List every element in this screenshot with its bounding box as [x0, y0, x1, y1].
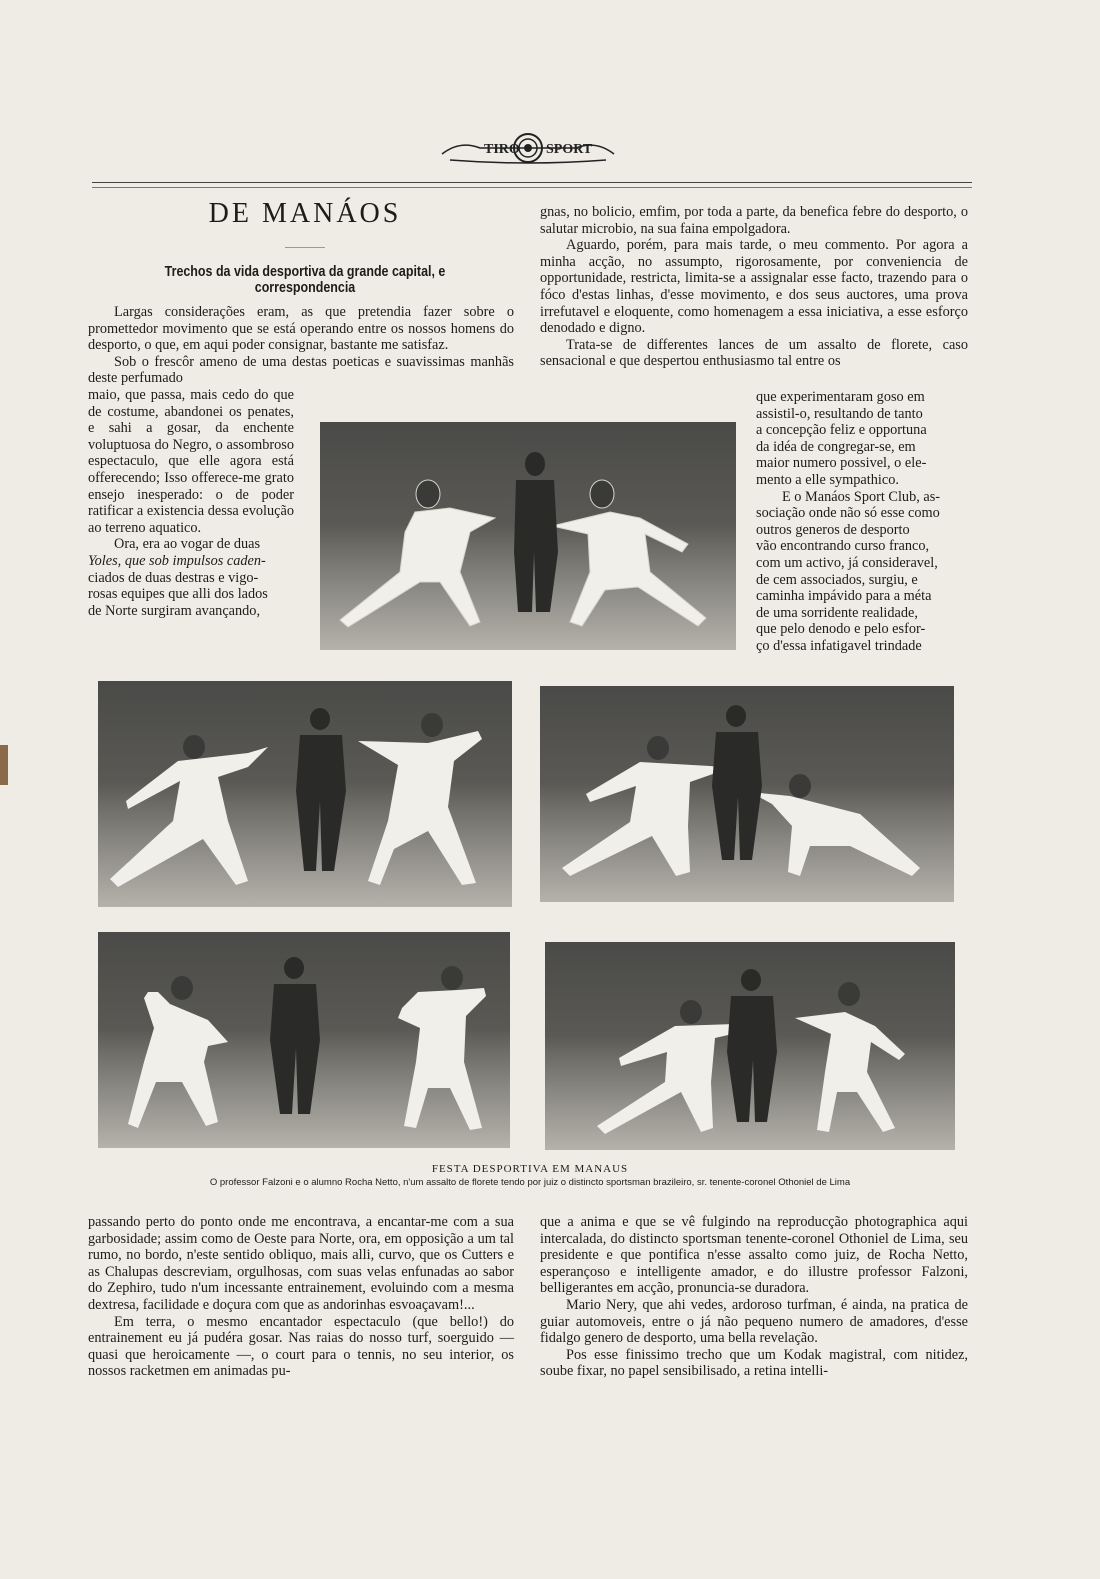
paragraph-line: caminha impávido para a méta	[756, 588, 932, 605]
fencing-photo-row1-left	[98, 681, 512, 907]
binding-mark	[0, 745, 8, 785]
paragraph-line: a concepção feliz e opportuna	[756, 422, 927, 439]
paragraph-line: com um activo, já consideravel,	[756, 554, 938, 571]
column-right-bottom	[540, 1214, 968, 1380]
fencing-photo-row1-right	[540, 686, 954, 902]
paragraph: Mario Nery, que ahi vedes, ardoroso turfman, é ainda, na pratica de guiar automoveis, entre o já não pequeno numero de amadores, d'esse fidalgo genero de desporto, uma bella revelação.	[540, 1296, 968, 1347]
paragraph: Em terra, o mesmo encantador espectaculo (que bello!) do entrainement eu já pudéra gosar. Nas raias do nosso turf, soerguido — quasi que heroicamente —, o court para o tennis, no seu interior, os nossos racketmen em animadas pu-	[88, 1313, 514, 1380]
paragraph-line: da idéa de congregar-se, em	[756, 438, 916, 455]
paragraph-line: maior numero possivel, o ele-	[756, 455, 927, 472]
paragraph-line: Ora, era ao vogar de duas	[114, 536, 261, 553]
paragraph-line: sociação onde não só esse como	[756, 505, 940, 522]
fencing-photo-row2-right	[545, 942, 955, 1150]
column-left-bottom	[88, 1214, 514, 1380]
paragraph: maio, que passa, mais cedo do que de costume, abandonei os penates, e sahi a gosar, da enchente voluptuosa do Negro, o assombroso espectaculo, que elle agora está offerecendo; Isso offerece-me grato ensejo inesperado: o de poder ratificar a existencia dessa evolução ao terreno aquatico.	[88, 387, 294, 536]
masthead-logo	[440, 126, 616, 170]
header-rule-thin	[92, 187, 972, 188]
paragraph-line: de Norte surgiram avançando,	[88, 602, 261, 619]
caption-title: FESTA DESPORTIVA EM MANAUS	[431, 1163, 629, 1175]
paragraph-line: de uma sorridente realidade,	[756, 604, 918, 621]
paragraph: passando perto do ponto onde me encontrava, a encantar-me com a sua garbosidade; assim como de Oeste para Norte, ora, em opposição a um tal rumo, no bordo, n'este sentido obliquo, mais alli, curvo, que os Cutters e as Chalupas descreviam, orgulhosas, com suas velas enfunadas ao sabor do Zephiro, tudo n'um incessante entrainement, evoluindo com a mesma dextresa, facilidade e doçura com que as andorinhas esvoaçavam!...	[88, 1214, 514, 1313]
paragraph-line: de cem associados, surgiu, e	[756, 571, 918, 588]
paragraph: Aguardo, porém, para mais tarde, o meu commento. Por agora a minha acção, no assumpto, rigorosamente, por conveniencia de opportunidade, restricta, limita-se a assignalar esse facto, trazendo para o fóco d'estas linhas, d'esse movimento, e dos seus auctores, uma prova irrefutavel e eloquente, como homenagem a essa iniciativa, a esse esforço denodado e digno.	[540, 237, 968, 337]
paragraph-line: ciados de duas destras e vigo-	[88, 569, 259, 586]
column-left-top	[88, 304, 514, 387]
paragraph-line: Yoles, que sob impulsos caden-	[88, 552, 266, 569]
paragraph: Trata-se de differentes lances de um assalto de florete, caso sensacional e que despertou enthusiasmo tal entre os	[540, 336, 968, 370]
column-left-narrow	[88, 387, 294, 619]
paragraph: que a anima e que se vê fulgindo na reproducção photographica aqui intercalada, do distincto sportsman tenente-coronel Othoniel de Lima, seu presidente e que pontifica n'esse assalto como juiz, de Rocha Netto, esperançoso e intelligente amador, e do illustre professor Falzoni, belligerantes em acção, pronuncia-se duradora.	[540, 1214, 968, 1297]
paragraph-line: ço d'essa infatigavel trindade	[756, 637, 922, 654]
paragraph: Largas considerações eram, as que pretendia fazer sobre o promettedor movimento que se está operando entre os nossos homens do desporto, o que, em aqui poder consignar, bastante me satisfaz.	[88, 304, 514, 354]
fencing-photo-center	[320, 422, 736, 650]
paragraph: Sob o frescôr ameno de uma destas poeticas e suavissimas manhãs deste perfumado	[88, 353, 514, 387]
title-divider	[285, 247, 325, 248]
caption-text: O professor Falzoni e o alumno Rocha Netto, n'um assalto de florete tendo por juiz o distincto sportsman brazileiro, sr. tenente-coronel Othoniel de Lima	[209, 1177, 851, 1188]
paragraph: gnas, no bolicio, emfim, por toda a parte, da benefica febre do desporto, o salutar microbio, na sua faina empolgadora.	[540, 204, 968, 237]
paragraph-line: que pelo denodo e pelo esfor-	[756, 621, 926, 638]
paragraph-line: outros generos de desporto	[756, 521, 910, 538]
paragraph-line: que experimentaram goso em	[756, 389, 925, 405]
paragraph-line: assistil-o, resultando de tanto	[756, 405, 923, 422]
paragraph: Pos esse finissimo trecho que um Kodak magistral, com nitidez, soube fixar, no papel sensibilisado, a retina intelli-	[540, 1346, 968, 1380]
paragraph-line: mento a elle sympathico.	[756, 471, 899, 488]
article-title: DE MANÁOS	[208, 198, 402, 229]
column-right-narrow	[756, 389, 968, 655]
header-rule	[92, 182, 972, 183]
paragraph-line: vão encontrando curso franco,	[756, 538, 930, 555]
masthead-left: TIRO	[484, 142, 520, 157]
masthead-right: SPORT	[546, 142, 593, 157]
paragraph-line: rosas equipes que alli dos lados	[88, 586, 268, 603]
fencing-photo-row2-left	[98, 932, 510, 1148]
paragraph-line: E o Manáos Sport Club, as-	[782, 488, 941, 505]
article-subtitle: Trechos da vida desportiva da grande capital, e correspondencia	[164, 264, 446, 296]
column-right-top	[540, 204, 968, 370]
